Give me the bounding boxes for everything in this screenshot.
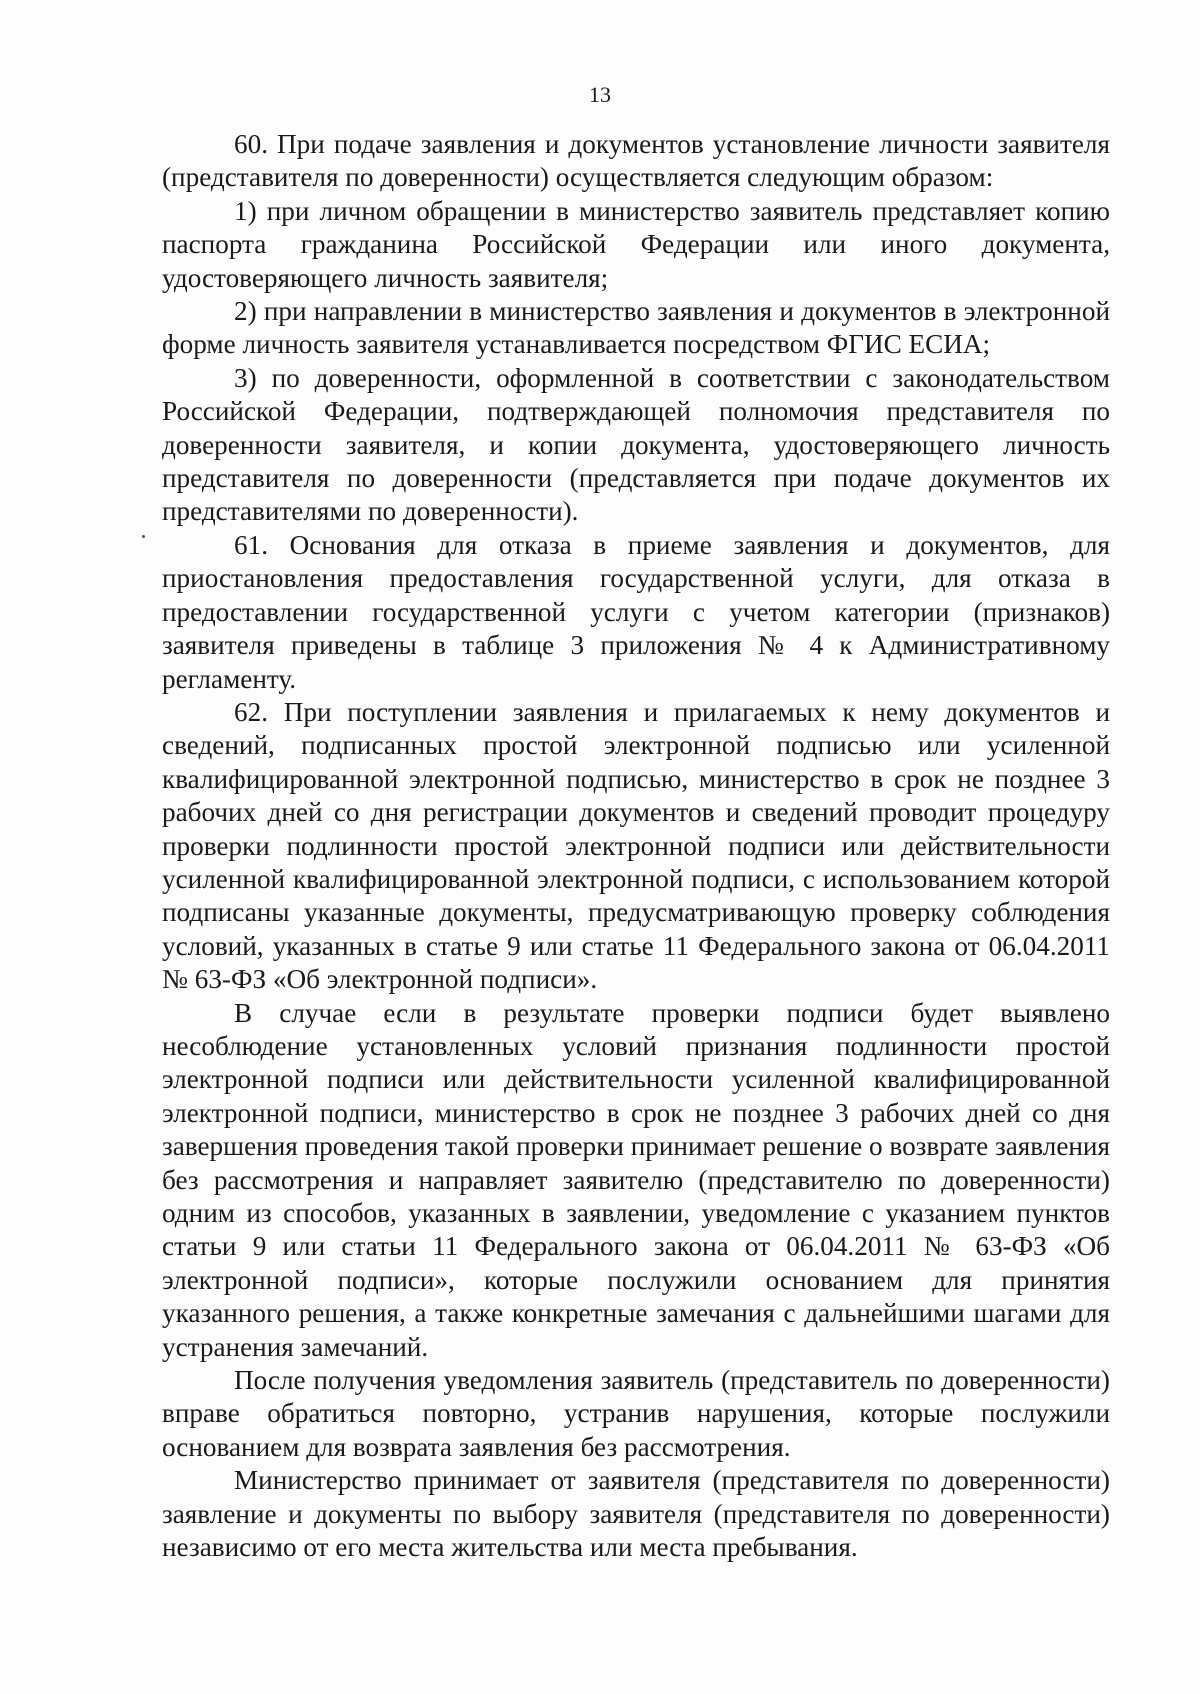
paragraph-60-item-2: 2) при направлении в министерство заявления и документов в электронной форме личность заявителя устанавливается посредством ФГИС ЕСИА; (162, 296, 1110, 360)
paragraph-61: 61. Основания для отказа в приеме заявления и документов, для приостановления предоставления государственной услуги, для отказа в предоставлении государственной услуги с учетом категории (признаков) заявителя приведены в таблице 3 приложения № 4 к Административному регламенту. (162, 529, 1110, 694)
paragraph-62-signature-check-failure: В случае если в результате проверки подписи будет выявлено несоблюдение установленных условий признания подлинности простой электронной подписи или действительности усиленной квалифицированной электронной подписи, министерство в срок не позднее 3 рабочих дней со дня завершения проведения такой проверки принимает решение о возврате заявления без рассмотрения и направляет заявителю (представителю по доверенности) одним из способов, указанных в заявлении, уведомление с указанием пунктов статьи 9 или статьи 11 Федерального закона от 06.04.2011 № 63-ФЗ «Об электронной подписи», которые послужили основанием для принятия указанного решения, а также конкретные замечания с дальнейшими шагами для устранения замечаний. (162, 997, 1110, 1362)
paragraph-62-extraterritorial: Министерство принимает от заявителя (представителя по доверенности) заявление и документы по выбору заявителя (представителя по доверенности) независимо от его места жительства или места пребывания. (162, 1465, 1110, 1563)
paragraph-62: 62. При поступлении заявления и прилагаемых к нему документов и сведений, подписанных простой электронной подписью или усиленной квалифицированной электронной подписью, министерство в срок не позднее 3 рабочих дней со дня регистрации документов и сведений проводит процедуру проверки подлинности простой электронной подписи или действительности усиленной квалифицированной электронной подписи, с использованием которой подписаны указанные документы, предусматривающую проверку соблюдения условий, указанных в статье 9 или статье 11 Федерального закона от 06.04.2011 № 63-ФЗ «Об электронной подписи». (162, 696, 1110, 995)
paragraph-60: 60. При подаче заявления и документов установление личности заявителя (представителя по доверенности) осуществляется следующим образом: (162, 129, 1110, 193)
document-body (162, 128, 1110, 1564)
scan-speck (142, 535, 145, 538)
paragraph-60-item-1: 1) при личном обращении в министерство заявитель представляет копию паспорта гражданина Российской Федерации или иного документа, удостоверяющего личность заявителя; (162, 195, 1110, 293)
paragraph-60-item-3: 3) по доверенности, оформленной в соответствии с законодательством Российской Федерации, подтверждающей полномочия представителя по доверенности заявителя, и копии документа, удостоверяющего личность представителя по доверенности (представляется при подаче документов их представителями по доверенности). (162, 362, 1110, 527)
paragraph-62-repeat-application: После получения уведомления заявитель (представитель по доверенности) вправе обратиться повторно, устранив нарушения, которые послужили основанием для возврата заявления без рассмотрения. (162, 1365, 1110, 1462)
page-number: 13 (589, 82, 611, 107)
